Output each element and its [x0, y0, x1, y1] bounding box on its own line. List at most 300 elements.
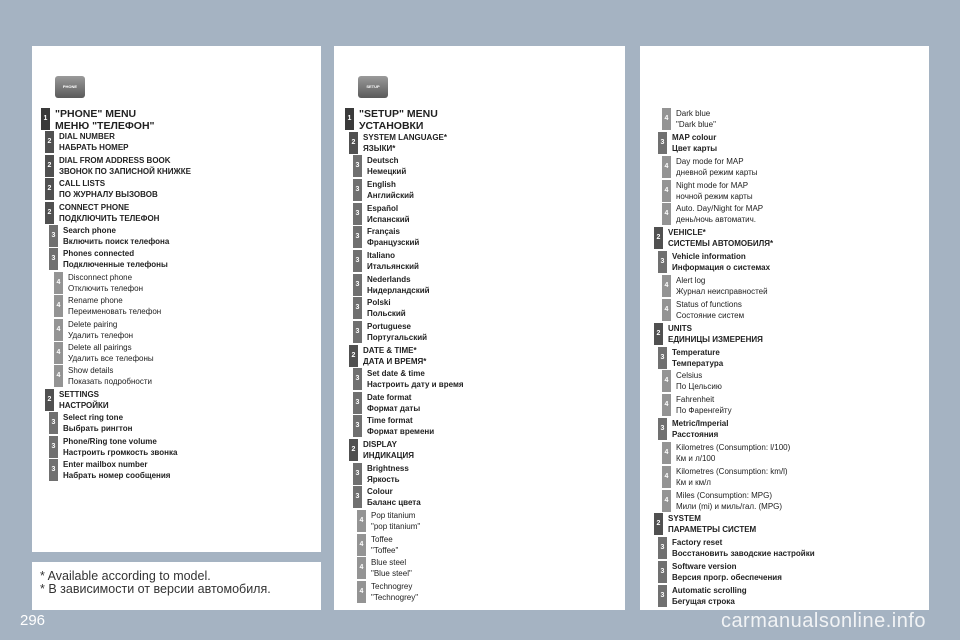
- level-badge: 4: [662, 108, 671, 130]
- entry-label-ru: ЯЗЫКИ*: [363, 143, 396, 153]
- menu-entry: [353, 274, 430, 296]
- entry-label-ru: ЕДИНИЦЫ ИЗМЕРЕНИЯ: [668, 334, 763, 344]
- menu-entry: [353, 250, 419, 272]
- entry-label: [63, 225, 169, 247]
- menu-entry: [658, 537, 815, 559]
- level-badge: 3: [658, 418, 667, 440]
- menu-entry: [41, 108, 155, 130]
- entry-label: [676, 466, 788, 488]
- menu-entry: [49, 412, 132, 434]
- entry-label: [59, 389, 109, 411]
- entry-label: [68, 295, 161, 317]
- entry-label-en: SYSTEM: [668, 514, 701, 524]
- entry-label: [367, 321, 427, 343]
- entry-label: [367, 203, 410, 225]
- entry-label: [367, 179, 414, 201]
- phone-menu-panel: [32, 46, 321, 552]
- menu-entry: [349, 345, 426, 367]
- entry-label-en: SYSTEM LANGUAGE*: [363, 132, 448, 142]
- entry-label-en: Time format: [367, 416, 413, 426]
- entry-label-ru: ночной режим карты: [676, 191, 753, 201]
- entry-label-en: Celsius: [676, 371, 703, 381]
- entry-label-en: Rename phone: [68, 296, 123, 306]
- entry-label-ru: УСТАНОВКИ: [359, 120, 424, 132]
- menu-entry: [54, 342, 154, 364]
- entry-label: [63, 436, 177, 458]
- menu-entry: [353, 392, 420, 414]
- entry-label-ru: "pop titanium": [371, 522, 421, 532]
- level-badge: 1: [41, 108, 50, 130]
- entry-label-ru: Км и км/л: [676, 477, 711, 487]
- entry-label-en: SETTINGS: [59, 389, 100, 399]
- menu-entry: [54, 295, 161, 317]
- entry-label-ru: "Blue steel": [371, 569, 412, 579]
- entry-label: [359, 108, 438, 132]
- level-badge: 3: [353, 321, 362, 343]
- level-badge: 4: [54, 295, 63, 317]
- level-badge: 3: [658, 585, 667, 607]
- level-badge: 3: [49, 412, 58, 434]
- menu-entry: [349, 439, 414, 461]
- entry-label: [371, 557, 412, 579]
- entry-label-ru: МЕНЮ "ТЕЛЕФОН": [55, 120, 155, 132]
- menu-entry: [54, 272, 143, 294]
- level-badge: 4: [662, 299, 671, 321]
- entry-label-en: MAP colour: [672, 132, 717, 142]
- phone-icon: PHONE: [55, 76, 85, 98]
- menu-entry: [45, 389, 109, 411]
- entry-label-en: Pop titanium: [371, 511, 416, 521]
- entry-label-ru: Испанский: [367, 214, 410, 224]
- entry-label: [676, 108, 716, 130]
- menu-entry: [662, 108, 716, 130]
- footnote-en: * Available according to model.: [40, 569, 211, 583]
- menu-entry: [353, 179, 414, 201]
- level-badge: 3: [49, 436, 58, 458]
- entry-label-ru: Португальский: [367, 332, 428, 342]
- level-badge: 3: [658, 251, 667, 273]
- entry-label-en: Blue steel: [371, 558, 407, 568]
- level-badge: 4: [54, 365, 63, 387]
- entry-label: [676, 180, 753, 202]
- menu-entry: [49, 225, 169, 247]
- footnote-ru: * В зависимости от версии автомобиля.: [40, 582, 271, 596]
- level-badge: 4: [54, 319, 63, 341]
- entry-label: [367, 155, 406, 177]
- menu-entry: [353, 226, 419, 248]
- entry-label-ru: Итальянский: [367, 261, 419, 271]
- entry-label: [668, 513, 756, 535]
- entry-label: [672, 132, 717, 154]
- level-badge: 2: [45, 178, 54, 200]
- entry-label: [367, 250, 419, 272]
- menu-entry: [357, 557, 412, 579]
- entry-label: [59, 202, 159, 224]
- entry-label-ru: "Toffee": [371, 545, 399, 555]
- entry-label: [63, 248, 168, 270]
- entry-label-ru: Английский: [367, 190, 414, 200]
- entry-label: [367, 463, 409, 485]
- entry-label-ru: дневной режим карты: [676, 167, 758, 177]
- entry-label-ru: Французский: [367, 238, 420, 248]
- entry-label-ru: Версия прогр. обеспечения: [672, 573, 782, 583]
- entry-label-ru: Показать подробности: [68, 377, 152, 387]
- menu-entry: [654, 227, 773, 249]
- entry-label-en: Temperature: [672, 347, 720, 357]
- entry-label-en: Colour: [367, 487, 393, 497]
- entry-label-ru: ПАРАМЕТРЫ СИСТЕМ: [668, 525, 757, 535]
- entry-label-en: Vehicle information: [672, 252, 746, 262]
- entry-label-en: Status of functions: [676, 299, 742, 309]
- entry-label-ru: Км и л/100: [676, 453, 716, 463]
- level-badge: 4: [357, 510, 366, 532]
- entry-label-ru: Формат времени: [367, 427, 435, 437]
- menu-entry: [357, 510, 420, 532]
- footnote-panel: [32, 562, 321, 610]
- entry-label-en: Fahrenheit: [676, 395, 715, 405]
- entry-label-en: Software version: [672, 562, 737, 572]
- entry-label: [676, 370, 722, 392]
- entry-label-ru: Расстояния: [672, 430, 719, 440]
- entry-label-ru: Набрать номер сообщения: [63, 471, 171, 480]
- level-badge: 4: [54, 272, 63, 294]
- entry-label-en: Night mode for MAP: [676, 180, 749, 190]
- level-badge: 3: [658, 132, 667, 154]
- level-badge: 4: [662, 180, 671, 202]
- entry-label-ru: По Цельсию: [676, 382, 722, 392]
- level-badge: 3: [658, 561, 667, 583]
- level-badge: 3: [353, 415, 362, 437]
- level-badge: 3: [353, 250, 362, 272]
- entry-label: [63, 459, 170, 481]
- entry-label-en: Phones connected: [63, 249, 135, 259]
- entry-label-en: Portuguese: [367, 321, 412, 331]
- entry-label-en: "SETUP" MENU: [359, 108, 438, 120]
- entry-label: [367, 368, 464, 390]
- entry-label-en: Nederlands: [367, 274, 411, 284]
- entry-label-ru: Нидерландский: [367, 285, 430, 295]
- entry-label: [676, 442, 790, 464]
- watermark: carmanualsonline.info: [720, 610, 926, 632]
- entry-label-ru: Информация о системах: [672, 263, 771, 273]
- entry-label: [68, 365, 152, 387]
- entry-label: [676, 275, 768, 297]
- entry-label-en: English: [367, 179, 396, 189]
- menu-entry: [353, 463, 409, 485]
- entry-label: [367, 486, 421, 508]
- entry-label: [59, 131, 129, 153]
- entry-label-ru: Настроить дату и время: [367, 380, 464, 390]
- entry-label-ru: Состояние систем: [676, 310, 745, 320]
- entry-label-ru: СИСТЕМЫ АВТОМОБИЛЯ*: [668, 239, 774, 249]
- entry-label-en: Alert log: [676, 275, 706, 285]
- entry-label: [676, 394, 732, 416]
- menu-entry: [658, 251, 770, 273]
- entry-label-ru: "Technogrey": [371, 593, 419, 602]
- entry-label-en: Kilometres (Consumption: l/100): [676, 442, 791, 452]
- menu-entry: [662, 490, 782, 512]
- entry-label: [55, 108, 155, 132]
- entry-label: [59, 178, 158, 200]
- menu-entry: [54, 319, 133, 341]
- menu-entry: [658, 418, 728, 440]
- menu-entry: [662, 394, 732, 416]
- menu-entry: [357, 534, 398, 556]
- level-badge: 3: [353, 297, 362, 319]
- entry-label: [672, 418, 728, 440]
- entry-label-en: DATE & TIME*: [363, 345, 417, 355]
- entry-label-en: DIAL FROM ADDRESS BOOK: [59, 155, 171, 165]
- level-badge: 2: [349, 439, 358, 461]
- level-badge: 2: [349, 132, 358, 154]
- entry-label-en: Phone/Ring tone volume: [63, 436, 157, 446]
- entry-label-en: Brightness: [367, 463, 409, 473]
- entry-label-en: Français: [367, 227, 400, 237]
- level-badge: 3: [353, 463, 362, 485]
- menu-entry: [654, 323, 763, 345]
- menu-entry: [45, 131, 129, 153]
- level-badge: 4: [662, 203, 671, 225]
- entry-label-en: CONNECT PHONE: [59, 202, 130, 212]
- entry-label-ru: По Фаренгейту: [676, 406, 732, 416]
- entry-label: [371, 581, 418, 603]
- entry-label: [68, 342, 154, 364]
- entry-label-ru: день/ночь автоматич.: [676, 215, 757, 225]
- menu-entry: [658, 347, 723, 369]
- level-badge: 2: [654, 323, 663, 345]
- entry-label-en: Polski: [367, 298, 391, 308]
- menu-entry: [45, 155, 191, 177]
- entry-label-en: Deutsch: [367, 156, 399, 166]
- entry-label-en: Español: [367, 203, 399, 213]
- page-number: 296: [20, 612, 46, 629]
- menu-entry: [345, 108, 438, 130]
- level-badge: 3: [49, 459, 58, 481]
- level-badge: 4: [662, 156, 671, 178]
- entry-label: [68, 272, 143, 294]
- level-badge: 3: [49, 225, 58, 247]
- setup-menu-panel: [334, 46, 625, 610]
- entry-label-en: Italiano: [367, 250, 396, 260]
- entry-label-ru: ПОДКЛЮЧИТЬ ТЕЛЕФОН: [59, 213, 160, 223]
- entry-label: [672, 537, 815, 559]
- entry-label-ru: Настроить громкость звонка: [63, 447, 178, 457]
- menu-entry: [45, 202, 159, 224]
- entry-label-en: Day mode for MAP: [676, 156, 744, 166]
- entry-label-ru: Выбрать рингтон: [63, 424, 133, 434]
- entry-label-en: UNITS: [668, 323, 692, 333]
- level-badge: 4: [357, 557, 366, 579]
- entry-label: [68, 319, 133, 341]
- entry-label: [672, 347, 723, 369]
- entry-label-ru: НАБРАТЬ НОМЕР: [59, 143, 129, 153]
- level-badge: 3: [353, 392, 362, 414]
- entry-label-ru: НАСТРОЙКИ: [59, 400, 109, 410]
- entry-label-en: Miles (Consumption: MPG): [676, 490, 773, 500]
- entry-label-ru: Бегущая строка: [672, 597, 735, 606]
- entry-label-ru: ПО ЖУРНАЛУ ВЫЗОВОВ: [59, 190, 158, 200]
- entry-label: [371, 510, 420, 532]
- entry-label: [367, 297, 406, 319]
- entry-label-en: Toffee: [371, 534, 393, 544]
- level-badge: 4: [662, 370, 671, 392]
- menu-entry: [54, 365, 152, 387]
- entry-label-en: Factory reset: [672, 538, 723, 548]
- entry-label-ru: Восстановить заводские настройки: [672, 549, 815, 559]
- menu-entry: [45, 178, 158, 200]
- entry-label: [367, 226, 419, 248]
- level-badge: 2: [654, 227, 663, 249]
- menu-entry: [49, 459, 170, 481]
- entry-label-en: Enter mailbox number: [63, 460, 148, 469]
- level-badge: 2: [349, 345, 358, 367]
- entry-label-en: Technogrey: [371, 582, 413, 591]
- level-badge: 4: [357, 534, 366, 556]
- entry-label-en: Select ring tone: [63, 413, 124, 423]
- entry-label-ru: ИНДИКАЦИЯ: [363, 451, 414, 461]
- entry-label-en: Kilometres (Consumption: km/l): [676, 466, 788, 476]
- menu-entry: [353, 415, 434, 437]
- entry-label-en: Automatic scrolling: [672, 586, 747, 595]
- level-badge: 3: [658, 537, 667, 559]
- entry-label-ru: Переименовать телефон: [68, 307, 162, 317]
- entry-label-ru: Включить поиск телефона: [63, 237, 170, 246]
- menu-entry: [353, 368, 464, 390]
- entry-label: [363, 439, 414, 461]
- entry-label: [672, 585, 747, 607]
- menu-entry: [662, 180, 753, 202]
- menu-entry: [353, 203, 410, 225]
- menu-entry: [662, 203, 763, 225]
- menu-entry: [654, 513, 756, 535]
- level-badge: 2: [45, 202, 54, 224]
- entry-label: [63, 412, 132, 434]
- level-badge: 4: [357, 581, 366, 603]
- entry-label: [371, 534, 398, 556]
- entry-label-ru: Отключить телефон: [68, 283, 143, 293]
- entry-label-ru: Температура: [672, 358, 724, 368]
- entry-label-en: Show details: [68, 366, 114, 376]
- entry-label: [367, 415, 434, 437]
- level-badge: 2: [45, 389, 54, 411]
- entry-label: [676, 156, 758, 178]
- entry-label-ru: Польский: [367, 309, 406, 319]
- entry-label-en: Date format: [367, 392, 412, 402]
- entry-label: [676, 299, 744, 321]
- level-badge: 3: [49, 248, 58, 270]
- entry-label-ru: Удалить телефон: [68, 330, 134, 340]
- level-badge: 2: [45, 155, 54, 177]
- level-badge: 4: [662, 394, 671, 416]
- menu-entry: [658, 132, 717, 154]
- entry-label-en: Dark blue: [676, 109, 711, 118]
- menu-entry: [353, 486, 421, 508]
- menu-entry: [353, 297, 406, 319]
- entry-label: [676, 490, 782, 512]
- menu-entry: [658, 561, 782, 583]
- level-badge: 3: [353, 179, 362, 201]
- menu-entry: [49, 436, 177, 458]
- menu-entry: [49, 248, 168, 270]
- entry-label: [668, 323, 763, 345]
- level-badge: 4: [662, 466, 671, 488]
- entry-label-ru: Подключенные телефоны: [63, 260, 168, 270]
- entry-label-ru: Журнал неисправностей: [676, 286, 768, 296]
- menu-entry: [357, 581, 418, 603]
- level-badge: 3: [353, 226, 362, 248]
- entry-label: [672, 561, 782, 583]
- entry-label-ru: ДАТА И ВРЕМЯ*: [363, 356, 427, 366]
- menu-entry: [662, 156, 758, 178]
- level-badge: 4: [662, 490, 671, 512]
- level-badge: 4: [662, 275, 671, 297]
- entry-label-en: Search phone: [63, 226, 116, 235]
- level-badge: 4: [54, 342, 63, 364]
- entry-label-en: Auto. Day/Night for MAP: [676, 204, 764, 214]
- entry-label-ru: Удалить все телефоны: [68, 354, 154, 363]
- entry-label-ru: Яркость: [367, 474, 400, 484]
- entry-label-ru: Мили (mi) и миль/гал. (MPG): [676, 501, 783, 511]
- entry-label-en: Disconnect phone: [68, 272, 133, 282]
- level-badge: 3: [353, 274, 362, 296]
- entry-label-en: "PHONE" MENU: [55, 108, 137, 120]
- entry-label-en: Delete pairing: [68, 319, 118, 329]
- entry-label: [59, 155, 191, 177]
- setup-menu-continued-panel: [640, 46, 929, 610]
- entry-label-en: Set date & time: [367, 369, 425, 379]
- entry-label-ru: Немецкий: [367, 167, 407, 177]
- setup-icon: SETUP: [358, 76, 388, 98]
- level-badge: 3: [658, 347, 667, 369]
- entry-label-ru: "Dark blue": [676, 120, 716, 129]
- level-badge: 3: [353, 203, 362, 225]
- menu-entry: [353, 155, 406, 177]
- entry-label-en: Metric/Imperial: [672, 419, 729, 429]
- entry-label-en: CALL LISTS: [59, 179, 106, 189]
- entry-label: [363, 345, 426, 367]
- level-badge: 1: [345, 108, 354, 130]
- entry-label: [367, 392, 420, 414]
- menu-entry: [662, 299, 744, 321]
- entry-label-ru: Цвет карты: [672, 143, 718, 153]
- level-badge: 3: [353, 486, 362, 508]
- entry-label: [363, 132, 447, 154]
- level-badge: 3: [353, 368, 362, 390]
- menu-entry: [662, 442, 790, 464]
- entry-label: [672, 251, 770, 273]
- entry-label-en: VEHICLE*: [668, 228, 706, 238]
- entry-label-en: DIAL NUMBER: [59, 132, 115, 142]
- menu-entry: [662, 466, 788, 488]
- entry-label: [367, 274, 430, 296]
- entry-label: [668, 227, 773, 249]
- level-badge: 3: [353, 155, 362, 177]
- entry-label-ru: ЗВОНОК ПО ЗАПИСНОЙ КНИЖКЕ: [59, 166, 191, 176]
- menu-entry: [662, 370, 722, 392]
- menu-entry: [349, 132, 447, 154]
- entry-label-en: DISPLAY: [363, 440, 397, 450]
- entry-label-en: Delete all pairings: [68, 343, 132, 352]
- menu-entry: [658, 585, 747, 607]
- entry-label-ru: Баланс цвета: [367, 498, 421, 508]
- level-badge: 2: [654, 513, 663, 535]
- menu-entry: [662, 275, 768, 297]
- level-badge: 2: [45, 131, 54, 153]
- menu-entry: [353, 321, 427, 343]
- entry-label-ru: Формат даты: [367, 403, 421, 413]
- entry-label: [676, 203, 763, 225]
- level-badge: 4: [662, 442, 671, 464]
